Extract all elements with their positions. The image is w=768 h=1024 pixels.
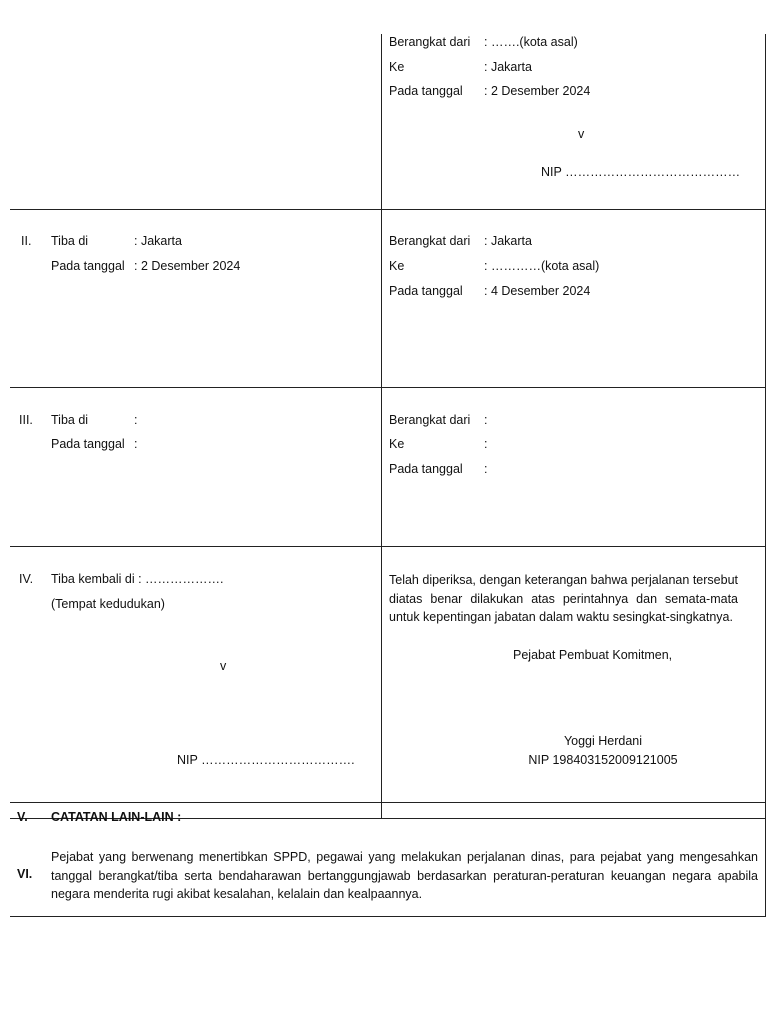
section-ii-berangkat-label: Berangkat dari bbox=[389, 234, 471, 248]
section-i-ke-label: Ke bbox=[389, 60, 405, 74]
section-i-tanggal-value: : 2 Desember 2024 bbox=[484, 84, 591, 98]
section-iv-statement: Telah diperiksa, dengan keterangan bahwa perjalanan tersebut diatas benar dilakukan atas perintahnya dan semata-mata untuk kepentingan jabatan dalam waktu sesingkat-singkatnya. bbox=[389, 573, 738, 624]
section-i-berangkat-label: Berangkat dari bbox=[389, 35, 471, 49]
section-iii-tiba-value: : bbox=[134, 413, 138, 427]
section-ii-berangkat-value: : Jakarta bbox=[484, 234, 532, 248]
section-ii-ke-value: : …………(kota asal) bbox=[484, 259, 600, 273]
section-i-nip: NIP …………………………………… bbox=[541, 165, 741, 179]
section-iv-numeral: IV. bbox=[19, 572, 34, 586]
section-i-v-mark: v bbox=[578, 127, 585, 141]
row-divider-4 bbox=[10, 802, 766, 803]
section-iv-v-mark: v bbox=[220, 659, 227, 673]
section-iv-tiba-kembali: Tiba kembali di : ………………. bbox=[51, 572, 224, 586]
section-ii-tiba-label: Tiba di bbox=[51, 234, 89, 248]
section-i-berangkat-value: : …….(kota asal) bbox=[484, 35, 578, 49]
section-iv-tempat: (Tempat kedudukan) bbox=[51, 597, 165, 611]
section-iii-tanggal-value: : bbox=[134, 437, 138, 451]
section-iv-nip-left: NIP ………………………………. bbox=[177, 753, 355, 767]
section-v-title: CATATAN LAIN-LAIN : bbox=[51, 810, 182, 824]
section-vi-numeral: VI. bbox=[17, 867, 33, 881]
section-iv-pejabat: Pejabat Pembuat Komitmen, bbox=[513, 648, 673, 662]
section-iii-berangkat-label: Berangkat dari bbox=[389, 413, 471, 427]
column-divider bbox=[381, 34, 382, 819]
section-iv-signer-name: Yoggi Herdani bbox=[563, 734, 643, 748]
section-iii-berangkat-value: : bbox=[484, 413, 488, 427]
section-iii-tiba-label: Tiba di bbox=[51, 413, 89, 427]
section-v-numeral: V. bbox=[17, 810, 28, 824]
section-iii-numeral: III. bbox=[19, 413, 33, 427]
section-i-ke-value: : Jakarta bbox=[484, 60, 532, 74]
section-iii-tanggal-label: Pada tanggal bbox=[51, 437, 125, 451]
section-iv-signer-nip: NIP 198403152009121005 bbox=[528, 753, 678, 767]
section-iii-tanggal2-label: Pada tanggal bbox=[389, 462, 463, 476]
bottom-border bbox=[10, 916, 766, 917]
section-ii-tanggal2-value: : 4 Desember 2024 bbox=[484, 284, 591, 298]
section-ii-numeral: II. bbox=[21, 234, 32, 248]
section-ii-tanggal2-label: Pada tanggal bbox=[389, 284, 463, 298]
section-ii-tiba-value: : Jakarta bbox=[134, 234, 182, 248]
section-vi-text: Pejabat yang berwenang menertibkan SPPD, pegawai yang melakukan perjalanan dinas, para pejabat yang mengesahkan tanggal berangkat/tiba serta bendaharawan bertanggungjawab berdasarkan peraturan-peraturan keuangan negara apabila negara menderita rugi akibat kesalahan, kelalain dan kealpaannya. bbox=[51, 850, 758, 901]
section-ii-tanggal-label: Pada tanggal bbox=[51, 259, 125, 273]
section-i-tanggal-label: Pada tanggal bbox=[389, 84, 463, 98]
section-ii-ke-label: Ke bbox=[389, 259, 405, 273]
row-divider-3 bbox=[10, 546, 766, 547]
right-border bbox=[765, 34, 766, 916]
section-iii-tanggal2-value: : bbox=[484, 462, 488, 476]
row-divider-1 bbox=[10, 209, 766, 210]
section-iii-ke-label: Ke bbox=[389, 437, 405, 451]
section-ii-tanggal-value: : 2 Desember 2024 bbox=[134, 259, 241, 273]
section-iii-ke-value: : bbox=[484, 437, 488, 451]
row-divider-2 bbox=[10, 387, 766, 388]
